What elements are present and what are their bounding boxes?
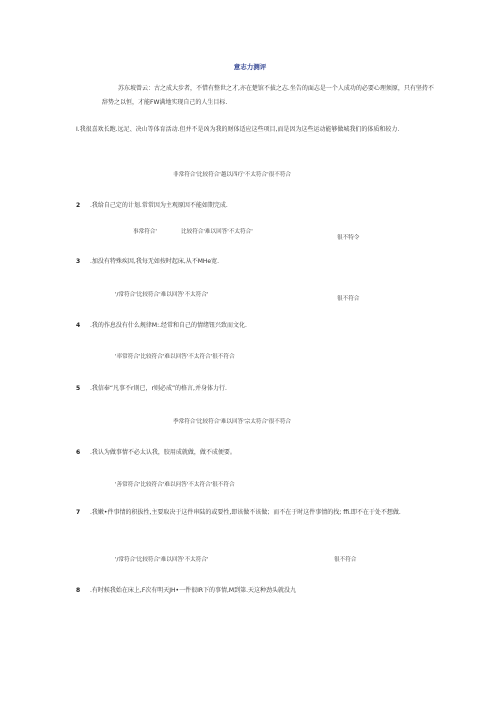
intro-paragraph: 苏东坡曾云：古之成大步者，不惜有整世之才,亦在楚馆不拔之志.坐告的面志是一个人成功的必要心理须原，只有坚持不辞势之以恒，才能FW满地实现自己的人生目标.	[102, 85, 434, 106]
question-number: 8	[76, 587, 81, 594]
question-number: 7	[76, 509, 81, 516]
question-5	[76, 383, 227, 392]
question-2-options-c: 很不特令	[337, 235, 360, 241]
question-4	[76, 320, 247, 329]
question-2-options-b: 比较符合'难以回答'不太符合'	[181, 229, 253, 235]
question-3-options-c: 很不符合	[337, 296, 360, 302]
question-number: 5	[76, 385, 81, 392]
question-number: 2	[76, 202, 81, 209]
question-text: .我信奉“凡事不r則已，r则必成”的格言,并身体力行.	[90, 385, 227, 392]
question-6-options: '善常符合'比较符合'难以问答'不太符合'很不符合	[115, 482, 235, 488]
question-7-options-a: '/常符合'比较符合'难以回答'不太符合'	[115, 557, 209, 563]
question-1: I.我很喜欢长跑.远足、决山等体育活动.但并不是凶为我的财体适应这些项目,而是因为这些运动能够做城我们的体质和较力.	[76, 126, 400, 133]
question-2-options-a: 事常符合'	[133, 229, 157, 235]
question-3	[76, 256, 219, 265]
question-4-options: '率常符合'比较符合'难以回答'不太符合'很不符合	[115, 354, 235, 360]
question-5-options: 季常符合'比较符合'难以回答'宗太符合'很不符合	[173, 419, 292, 425]
question-text: .我嫩•件事情的积拔性,主要取决于这件串陆的或要性,即该做不该做；而不在于时这件事情的找; ffi.即不在于处不想做.	[90, 509, 401, 516]
question-number: 6	[76, 449, 81, 456]
question-2	[76, 200, 228, 209]
question-1-options: 非常符合'比较符合'越以四疗'不太符合'很不符合	[173, 172, 292, 178]
question-number: 3	[76, 258, 81, 265]
question-3-options-a: '/常符合'比较符合'难以回答'不太符合'	[115, 292, 209, 298]
question-8	[76, 585, 296, 594]
question-text: .我的作息没有什么规律M:.经常和自己的情绪钮兴致而文化.	[90, 322, 247, 329]
question-6	[76, 447, 236, 456]
question-text: .我认为做事情不必太认我，胶用成就做，做不成便要。	[90, 449, 236, 456]
question-number: 4	[76, 322, 81, 329]
document-title: 意志力测评	[233, 63, 267, 71]
question-text: .加没有特殊疾因,我每无如按时起床,从不MHe宽.	[90, 258, 220, 265]
question-text: .有时候我始在床上,F次有明天JH•一件很IR下的事情,M到第.天这种劲头就没九	[90, 587, 297, 594]
question-text: .我给自己定的计划.常常因为主观原因不能如期完成.	[90, 202, 228, 209]
question-7	[76, 506, 431, 519]
question-7-options-c: 很不符合	[334, 557, 357, 563]
